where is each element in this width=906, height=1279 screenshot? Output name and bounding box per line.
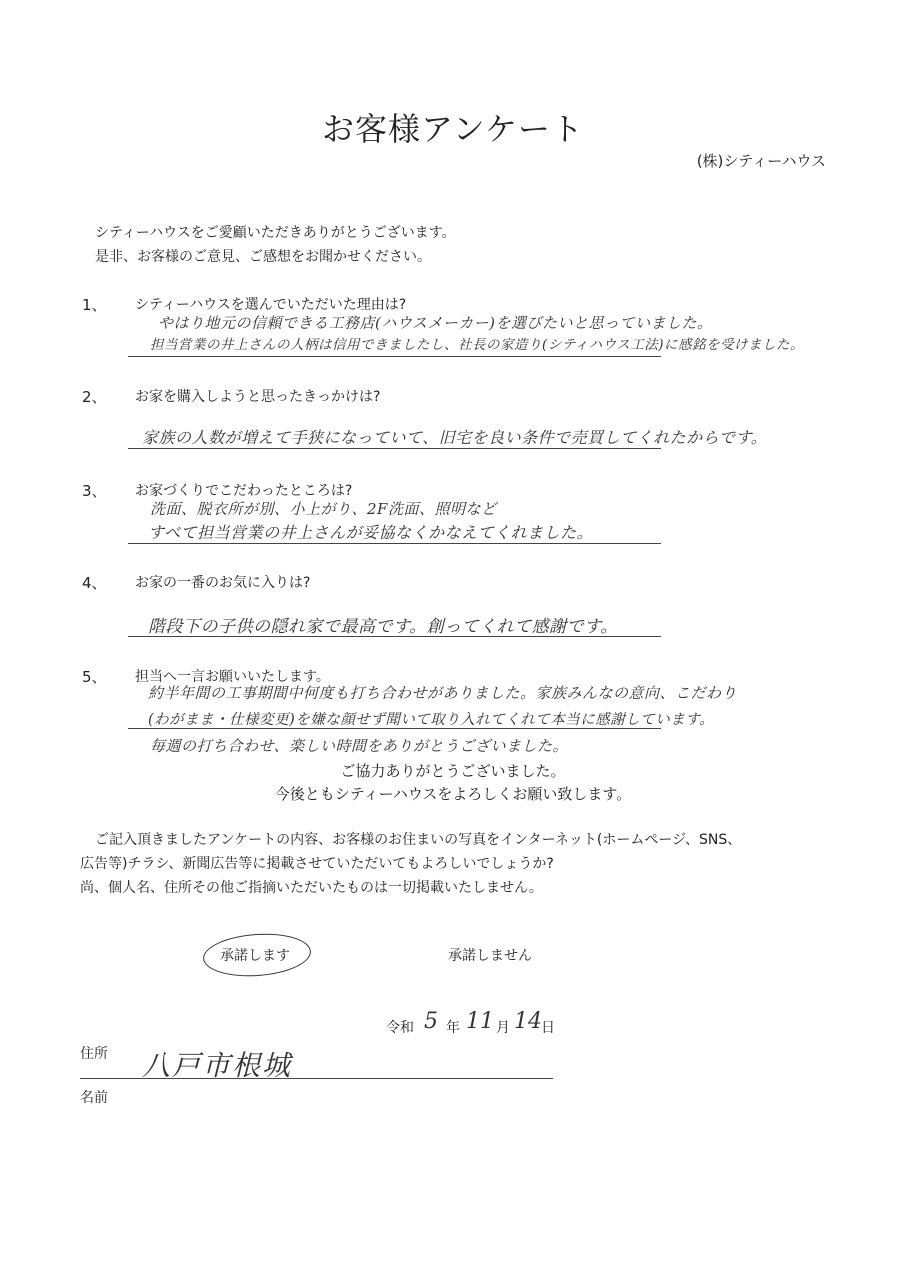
answer-line [128,636,661,637]
name-label: 名前 [80,1090,108,1106]
notice-line-2: 広告等)チラシ、新聞広告等に掲載させていただいてもよろしいでしょうか? [80,856,554,872]
date-year-unit: 年 [446,1020,460,1036]
question-4-answer-1: 階段下の子供の隠れ家で最高です。創ってくれて感謝です。 [148,617,618,637]
consent-agree-option[interactable]: 承諾します [220,948,290,964]
question-2-text: お家を購入しようと思ったきっかけは? [135,389,381,405]
question-3-text: お家づくりでこだわったところは? [135,483,353,499]
address-line [80,1078,553,1079]
intro-line-2: 是非、お客様のご意見、ご感想をお聞かせください。 [95,249,431,265]
question-4-text: お家の一番のお気に入りは? [135,575,311,591]
notice-line-1: ご記入頂きましたアンケートの内容、お客様のお住まいの写真をインターネット(ホームページ、SNS、 [95,832,742,848]
date-month-value: 11 [466,1009,494,1034]
question-1-text: シティーハウスを選んでいただいた理由は? [135,297,407,313]
question-5-number: 5、 [82,668,107,686]
notice-line-3: 尚、個人名、住所その他ご指摘いただいたものは一切掲載いたしません。 [80,880,543,896]
answer-line [128,356,661,357]
date-day-unit: 日 [541,1020,555,1036]
answer-line [128,728,661,729]
question-4-number: 4、 [82,574,107,592]
question-1-answer-2: 担当営業の井上さんの人柄は信用できましたし、社長の家造り(シティハウス工法)に感銘を受けました。 [150,337,805,353]
address-value[interactable]: 八戸市根城 [142,1049,293,1082]
consent-disagree-option[interactable]: 承諾しません [448,948,532,964]
question-1-number: 1、 [82,296,107,314]
date-year-value: 5 [424,1009,438,1034]
question-5-answer-1: 約半年間の工事期間中何度も打ち合わせがありました。家族みんなの意向、こだわり [148,684,738,702]
date-day-value: 14 [514,1009,542,1034]
question-2-answer-1: 家族の人数が増えて手狭になっていて、旧宅を良い条件で売買してくれたからです。 [142,428,768,447]
question-3-answer-2: すべて担当営業の井上さんが妥協なくかなえてくれました。 [148,523,594,542]
question-3-number: 3、 [82,482,107,500]
address-label: 住所 [80,1046,108,1062]
question-2-number: 2、 [82,388,107,406]
date-era: 令和 [386,1020,414,1036]
answer-line [128,448,661,449]
question-5-text: 担当へ一言お願いいたします。 [135,669,330,685]
company-name: (株)シティーハウス [696,152,826,170]
question-5-answer-2: (わがまま・仕様変更)を嫌な顔せず聞いて取り入れてくれて本当に感謝しています。 [148,712,715,728]
page-title: お客様アンケート [321,110,585,148]
question-3-answer-1: 洗面、脱衣所が別、小上がり、2F洗面、照明など [150,500,497,518]
question-5-answer-3: 毎週の打ち合わせ、楽しい時間をありがとうございました。 [150,737,569,755]
intro-line-1: シティーハウスをご愛顧いただきありがとうございます。 [95,225,456,241]
date-month-unit: 月 [496,1020,510,1036]
question-1-answer-1: やはり地元の信頼できる工務店(ハウスメーカー)を選びたいと思っていました。 [158,314,713,332]
closing-line-2: 今後ともシティーハウスをよろしくお願い致します。 [274,785,632,803]
closing-line-1: ご協力ありがとうございました。 [340,762,566,780]
answer-line [128,543,661,544]
